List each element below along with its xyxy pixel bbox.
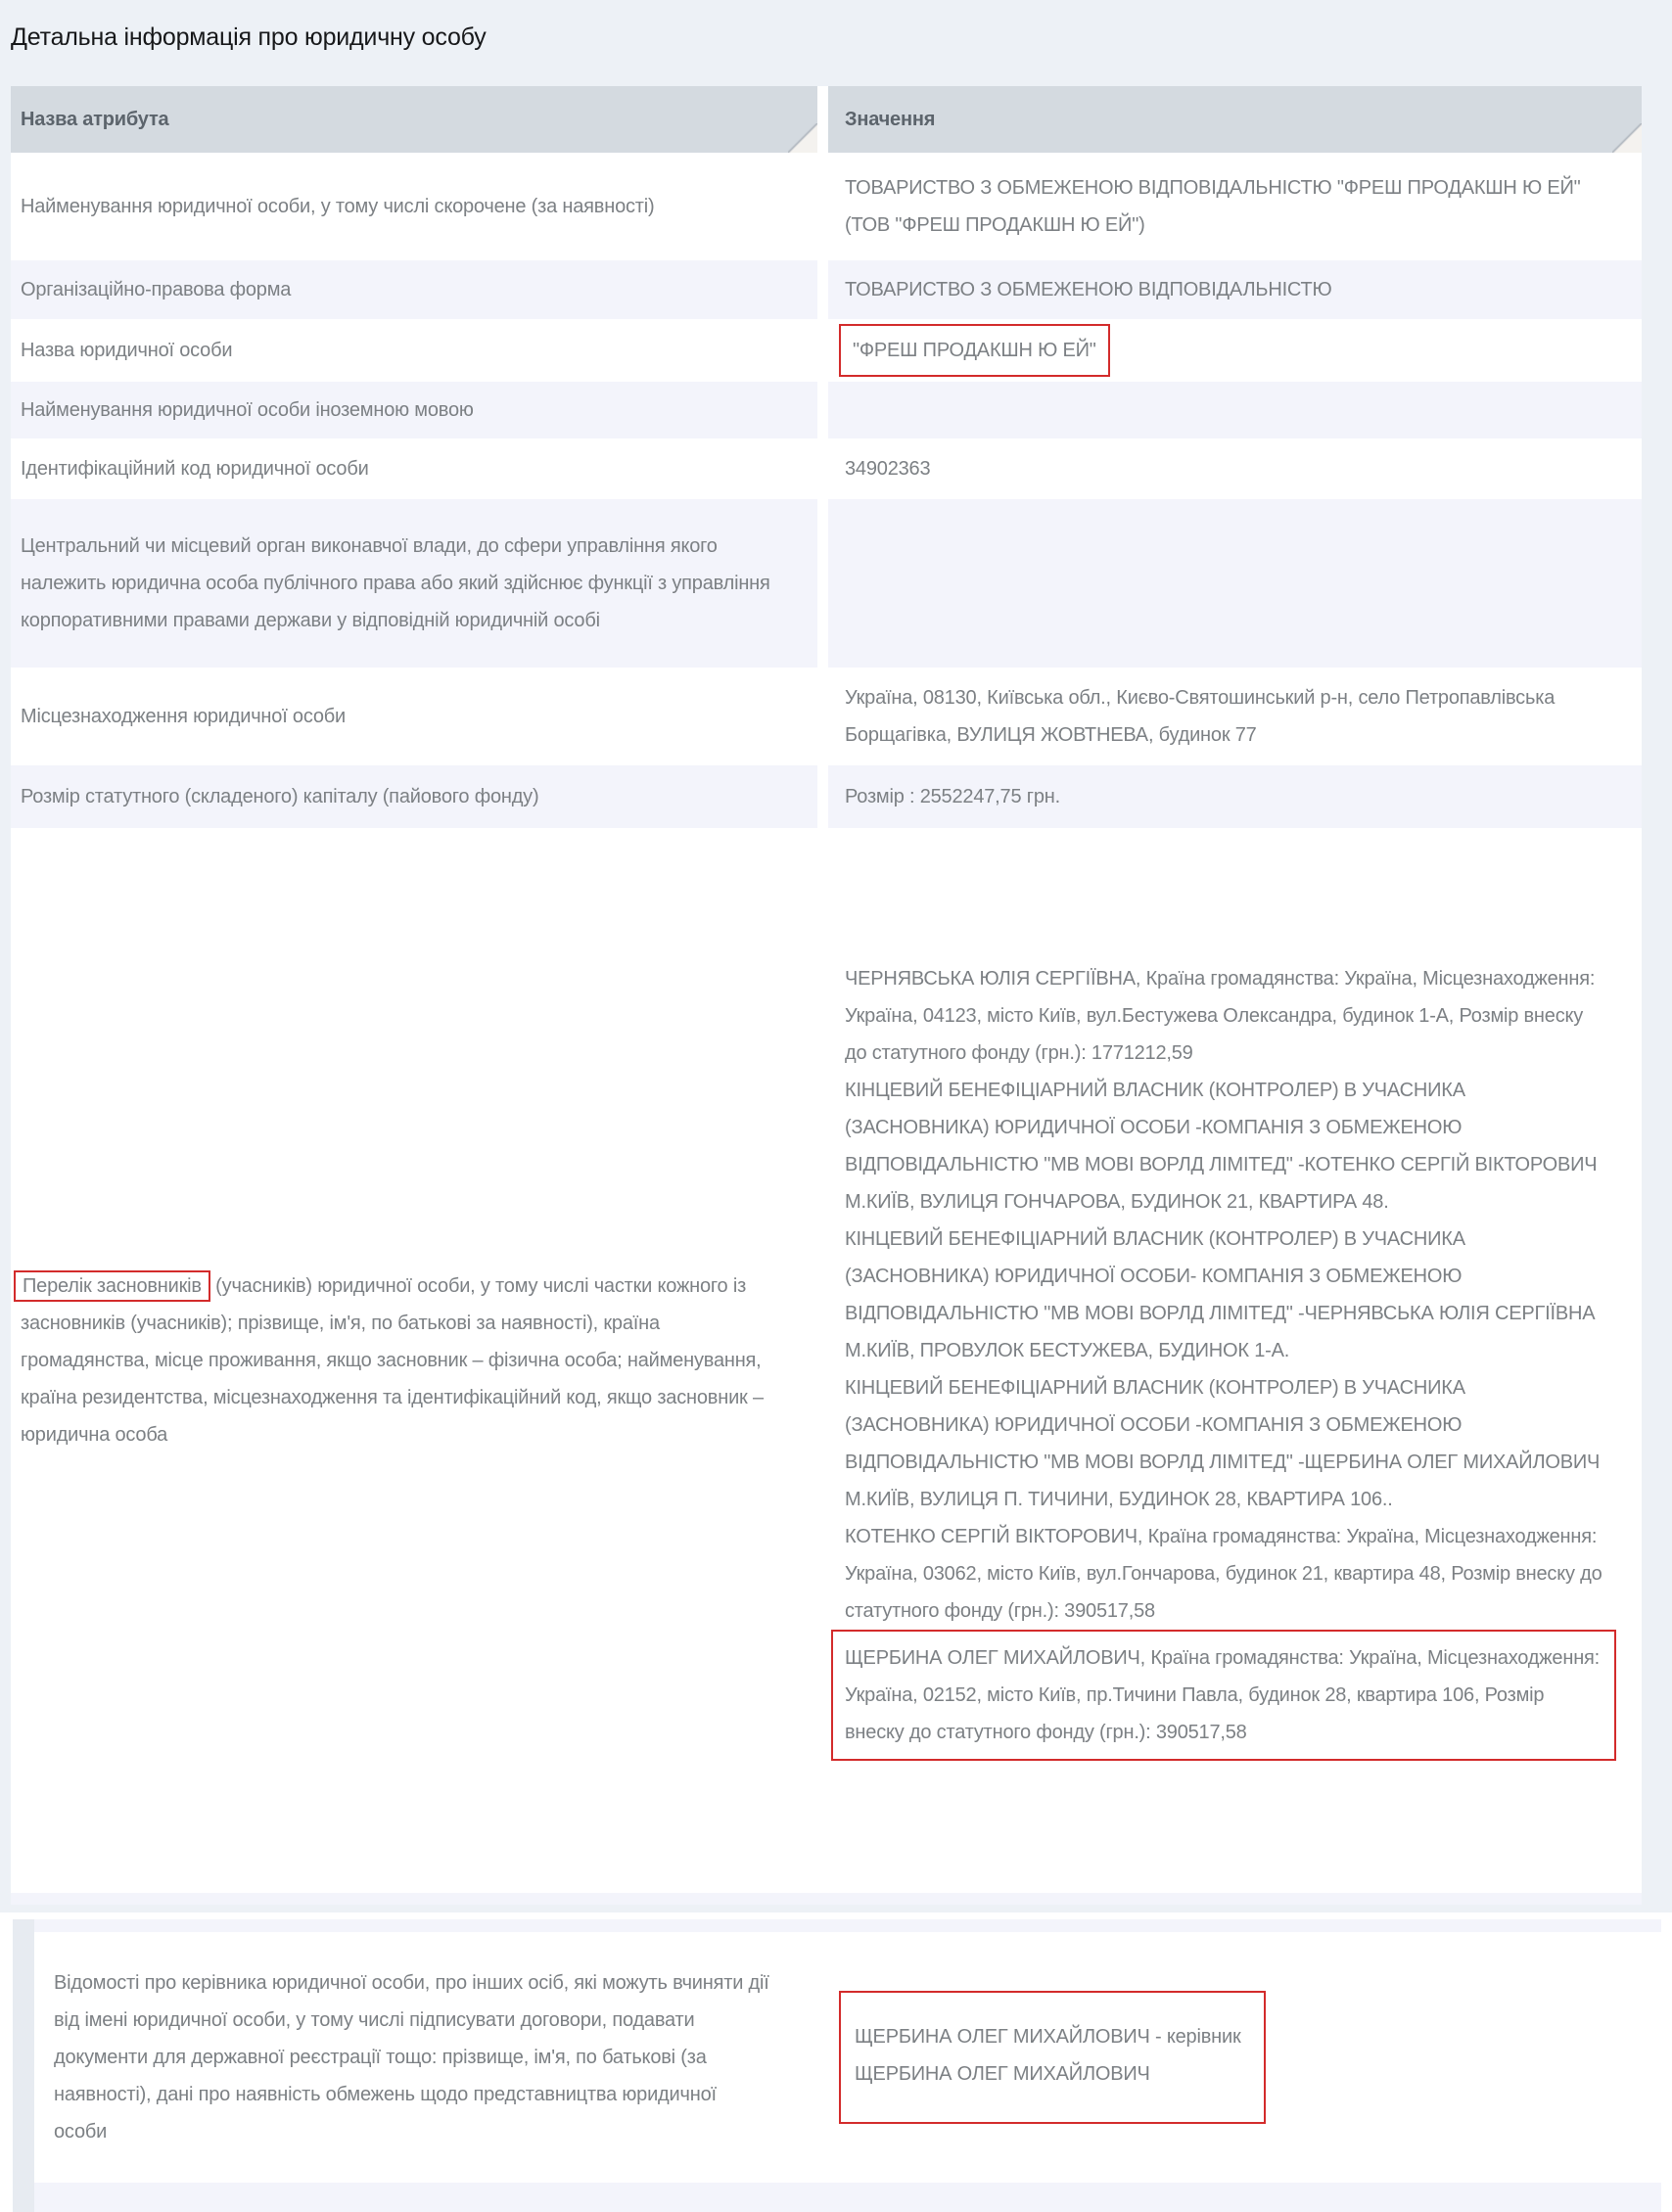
attribute-value-cell: [828, 260, 1642, 319]
table-row-cutoff: [11, 1893, 1642, 1905]
attribute-value-cell: [827, 1934, 1661, 2181]
table-row: [11, 155, 1642, 258]
attribute-name-cell: [34, 1934, 816, 2181]
annotation-box-founders-label: [14, 1270, 210, 1302]
attribute-name-text: Ідентифікаційний код юридичної особи: [21, 458, 369, 480]
attribute-name-cell: [11, 440, 817, 497]
column-resize-handle-icon[interactable]: [788, 123, 817, 153]
table-row: [11, 499, 1642, 668]
attribute-value-cell: [828, 830, 1642, 1891]
annotation-box-founder-shcherbyna: [831, 1630, 1616, 1761]
attribute-name-text: (учасників) юридичної особи, у тому числі частки кожного із засновників (учасників); прізвище, ім'я, по батькові за наявності), країна громадянства, місце проживання, якщо засновник – фізична особа; найменування, країна резидентства, місцезнаходження та ідентифікаційний код, якщо засновник – юридична особа: [21, 1275, 764, 1446]
attribute-value-text: ТОВАРИСТВО З ОБМЕЖЕНОЮ ВІДПОВІДАЛЬНІСТЮ: [845, 279, 1332, 300]
attribute-name-text: Відомості про керівника юридичної особи, про інших осіб, які можуть вчиняти дії від імені юридичної особи, у тому числі підписувати договори, подавати документи для державної реєстрації тощо: прізвище, ім'я, по батькові (за наявності), дані про наявність обмежень щодо представництва юридичної особи: [54, 1972, 769, 2143]
director-line: ЩЕРБИНА ОЛЕГ МИХАЙЛОВИЧ - керівник: [855, 2026, 1241, 2048]
table-left-gutter: [13, 1919, 34, 2212]
attribute-value-cell: [828, 765, 1642, 828]
table-row: [11, 440, 1642, 497]
header-attribute-name: [11, 86, 817, 153]
table-row: [11, 260, 1642, 319]
table-row-founders: [11, 830, 1642, 1891]
director-info-table: [13, 1919, 1661, 2212]
attribute-name-cell: [11, 669, 817, 763]
attribute-name-text: Найменування юридичної особи іноземною мовою: [21, 399, 474, 421]
page-title: Детальна інформація про юридичну особу: [11, 23, 487, 51]
table-row: [11, 669, 1642, 763]
attribute-name-text: Найменування юридичної особи, у тому числі скорочене (за наявності): [21, 196, 655, 217]
attribute-value-cell: [828, 440, 1642, 497]
director-line: ЩЕРБИНА ОЛЕГ МИХАЙЛОВИЧ: [855, 2063, 1150, 2085]
attribute-value-cell: [828, 321, 1642, 380]
attribute-name-cell: [11, 155, 817, 258]
attribute-name-cell: [11, 321, 817, 380]
attribute-name-cell: [11, 499, 817, 668]
attribute-value-cell: [828, 669, 1642, 763]
attribute-name-text: Перелік засновників: [23, 1275, 202, 1297]
attribute-value-cell: [828, 499, 1642, 668]
attribute-name-cell: [11, 830, 817, 1891]
attribute-value-text: ТОВАРИСТВО З ОБМЕЖЕНОЮ ВІДПОВІДАЛЬНІСТЮ "ФРЕШ ПРОДАКШН Ю ЕЙ" (ТОВ "ФРЕШ ПРОДАКШН Ю ЕЙ"): [845, 177, 1581, 236]
attribute-value-text: "ФРЕШ ПРОДАКШН Ю ЕЙ": [853, 340, 1096, 361]
table-row-director: [34, 1934, 1661, 2181]
attribute-name-cell: [11, 260, 817, 319]
table-header-row: [11, 86, 1642, 153]
table-row: [11, 382, 1642, 438]
attribute-value-text: Україна, 08130, Київська обл., Києво-Святошинський р-н, село Петропавлівська Борщагівка, ВУЛИЦЯ ЖОВТНЕВА, будинок 77: [845, 687, 1556, 746]
founder-paragraph: ЧЕРНЯВСЬКА ЮЛІЯ СЕРГІЇВНА, Країна громадянства: Україна, Місцезнаходження: Україна, 04123, місто Київ, вул.Бестужева Олександра, будинок 1-А, Розмір внеску до статутного фонду (грн.): 1771212,59: [845, 968, 1596, 1064]
attributes-table: [11, 86, 1642, 1905]
attribute-name-text: Розмір статутного (складеного) капіталу (пайового фонду): [21, 786, 539, 807]
founder-paragraph: КОТЕНКО СЕРГІЙ ВІКТОРОВИЧ, Країна громадянства: Україна, Місцезнаходження: Україна, 03062, місто Київ, вул.Гончарова, будинок 21, квартира 48, Розмір внеску до статутного фонду (грн.): 390517,58: [845, 1526, 1602, 1622]
founder-paragraph: ЩЕРБИНА ОЛЕГ МИХАЙЛОВИЧ, Країна громадянства: Україна, Місцезнаходження: Україна, 02152, місто Київ, пр.Тичини Павла, будинок 28, квартира 106, Розмір внеску до статутного фонду (грн.): 390517,58: [845, 1647, 1601, 1743]
attribute-value-text: 34902363: [845, 458, 931, 480]
attribute-name-text: Організаційно-правова форма: [21, 279, 292, 300]
attribute-name-cell: [11, 765, 817, 828]
attribute-name-text: Місцезнаходження юридичної особи: [21, 706, 346, 727]
annotation-box-entity-name: [839, 324, 1110, 377]
section-divider: [0, 1912, 1672, 1919]
attribute-value-cell: [828, 382, 1642, 438]
header-attribute-name-label: Назва атрибута: [21, 109, 169, 130]
header-value: [828, 86, 1642, 153]
attribute-name-text: Назва юридичної особи: [21, 340, 233, 361]
founder-paragraph: КІНЦЕВИЙ БЕНЕФІЦІАРНИЙ ВЛАСНИК (КОНТРОЛЕР) В УЧАСНИКА (ЗАСНОВНИКА) ЮРИДИЧНОЇ ОСОБИ- КОМПАНІЯ З ОБМЕЖЕНОЮ ВІДПОВІДАЛЬНІСТЮ "МВ МОВІ ВОРЛД ЛІМІТЕД" -ЧЕРНЯВСЬКА ЮЛІЯ СЕРГІЇВНА М.КИЇВ, ПРОВУЛОК БЕСТУЖЕВА, БУДИНОК 1-А.: [845, 1228, 1596, 1361]
founder-paragraph: КІНЦЕВИЙ БЕНЕФІЦІАРНИЙ ВЛАСНИК (КОНТРОЛЕР) В УЧАСНИКА (ЗАСНОВНИКА) ЮРИДИЧНОЇ ОСОБИ -КОМПАНІЯ З ОБМЕЖЕНОЮ ВІДПОВІДАЛЬНІСТЮ "МВ МОВІ ВОРЛД ЛІМІТЕД" -ЩЕРБИНА ОЛЕГ МИХАЙЛОВИЧ М.КИЇВ, ВУЛИЦЯ П. ТИЧИНИ, БУДИНОК 28, КВАРТИРА 106..: [845, 1377, 1601, 1510]
attribute-name-cell: [11, 382, 817, 438]
header-value-label: Значення: [845, 109, 936, 130]
table-row: [11, 765, 1642, 828]
attribute-name-text: Центральний чи місцевий орган виконавчої влади, до сфери управління якого належить юридична особа публічного права або який здійснює функції з управління корпоративними правами держави у відповідній юридичній особі: [21, 535, 770, 631]
founder-paragraph: КІНЦЕВИЙ БЕНЕФІЦІАРНИЙ ВЛАСНИК (КОНТРОЛЕР) В УЧАСНИКА (ЗАСНОВНИКА) ЮРИДИЧНОЇ ОСОБИ -КОМПАНІЯ З ОБМЕЖЕНОЮ ВІДПОВІДАЛЬНІСТЮ "МВ МОВІ ВОРЛД ЛІМІТЕД" -КОТЕНКО СЕРГІЙ ВІКТОРОВИЧ М.КИЇВ, ВУЛИЦЯ ГОНЧАРОВА, БУДИНОК 21, КВАРТИРА 48.: [845, 1080, 1598, 1213]
table-row: [11, 321, 1642, 380]
attribute-value-cell: [828, 155, 1642, 258]
annotation-box-director: [839, 1991, 1266, 2124]
attribute-value-text: Розмір : 2552247,75 грн.: [845, 786, 1060, 807]
table-row-cutoff: [34, 1919, 1661, 1932]
table-row-cutoff: [34, 2183, 1661, 2212]
column-resize-handle-icon[interactable]: [1612, 123, 1642, 153]
